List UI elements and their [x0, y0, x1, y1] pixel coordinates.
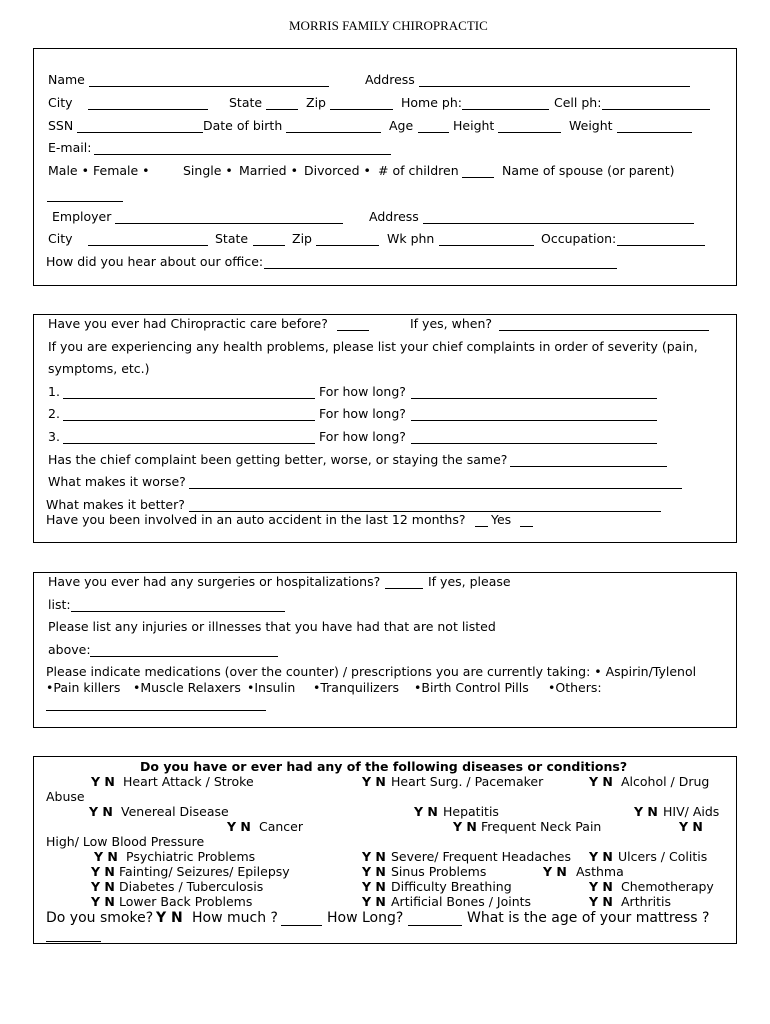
smoke-how-long-field[interactable]: [408, 925, 462, 926]
venereal-label: Venereal Disease: [121, 804, 229, 819]
complaint-3-field[interactable]: [63, 443, 315, 444]
spouse-label: Name of spouse (or parent): [502, 163, 675, 178]
dob-field[interactable]: [286, 132, 381, 133]
worse-label: What makes it worse?: [48, 474, 186, 489]
referral-label: How did you hear about our office:: [46, 254, 264, 269]
yn-arthritis[interactable]: Y N: [589, 894, 613, 909]
chiro-when-field[interactable]: [499, 330, 709, 331]
complaint-2-field[interactable]: [63, 420, 315, 421]
med-insulin[interactable]: •Insulin: [247, 680, 296, 695]
ssn-field[interactable]: [77, 132, 203, 133]
chiro-when-label: If yes, when?: [410, 316, 493, 331]
city-field[interactable]: [88, 109, 208, 110]
chemotherapy-label: Chemotherapy: [621, 879, 714, 894]
work-phone-field[interactable]: [439, 245, 534, 246]
height-field[interactable]: [498, 132, 561, 133]
ulcers-label: Ulcers / Colitis: [618, 849, 708, 864]
email-label: E-mail:: [48, 140, 92, 155]
yn-neck-pain[interactable]: Y N: [453, 819, 477, 834]
how-long-label-2: For how long?: [319, 406, 406, 421]
worse-field[interactable]: [189, 488, 682, 489]
complaint-number-2: 2.: [48, 406, 60, 421]
yn-diabetes[interactable]: Y N: [91, 879, 115, 894]
divorced-option[interactable]: Divorced •: [304, 163, 371, 178]
heart-surgery-label: Heart Surg. / Pacemaker: [391, 774, 544, 789]
blood-pressure-label: High/ Low Blood Pressure: [46, 834, 205, 849]
injuries-field[interactable]: [90, 656, 278, 657]
form-title: MORRIS FAMILY CHIROPRACTIC: [289, 18, 488, 33]
heart-attack-label: Heart Attack / Stroke: [123, 774, 254, 789]
smoke-how-long-label: How Long?: [327, 910, 404, 926]
yn-cancer[interactable]: Y N: [227, 819, 251, 834]
city-label: City: [48, 95, 73, 110]
artificial-bones-label: Artificial Bones / Joints: [391, 894, 532, 909]
yn-heart-attack[interactable]: Y N: [91, 774, 115, 789]
conditions-heading: Do you have or ever had any of the following diseases or conditions?: [140, 759, 628, 774]
injuries-question: Please list any injuries or illnesses that you have had that are not listed: [48, 619, 496, 634]
employer-city-label: City: [48, 231, 73, 246]
hiv-label: HIV/ Aids: [663, 804, 720, 819]
problems-text-2: symptoms, etc.): [48, 361, 150, 376]
complaint-1-field[interactable]: [63, 398, 315, 399]
occupation-label: Occupation:: [541, 231, 617, 246]
breathing-label: Difficulty Breathing: [391, 879, 512, 894]
how-long-3-field[interactable]: [411, 443, 657, 444]
medications-question: Please indicate medications (over the counter) / prescriptions you are currently taking: • Aspirin/Tylenol: [46, 664, 697, 679]
zip-field[interactable]: [330, 109, 393, 110]
yn-venereal[interactable]: Y N: [89, 804, 113, 819]
surgeries-question: Have you ever had any surgeries or hospitalizations?: [48, 574, 381, 589]
employer-field[interactable]: [115, 223, 343, 224]
auto-accident-yes-field[interactable]: [475, 526, 488, 527]
smoke-how-much-field[interactable]: [281, 925, 322, 926]
asthma-label: Asthma: [576, 864, 624, 879]
home-phone-label: Home ph:: [401, 95, 462, 110]
auto-accident-no-field[interactable]: [520, 526, 533, 527]
problems-text-1: If you are experiencing any health problems, please list your chief complaints in order of severity (pain,: [48, 339, 698, 354]
state-field[interactable]: [266, 109, 298, 110]
sinus-label: Sinus Problems: [391, 864, 487, 879]
mattress-age-label: What is the age of your mattress ?: [467, 910, 710, 926]
email-field[interactable]: [94, 154, 391, 155]
headaches-label: Severe/ Frequent Headaches: [391, 849, 571, 864]
yn-heart-surgery[interactable]: Y N: [362, 774, 386, 789]
auto-accident-yes-label: Yes: [491, 512, 512, 527]
cell-phone-field[interactable]: [602, 109, 710, 110]
cell-phone-label: Cell ph:: [554, 95, 602, 110]
hepatitis-label: Hepatitis: [443, 804, 499, 819]
med-others[interactable]: •Others:: [548, 680, 602, 695]
weight-field[interactable]: [617, 132, 692, 133]
yn-chemotherapy[interactable]: Y N: [589, 879, 613, 894]
spouse-field[interactable]: [47, 201, 123, 202]
address-field[interactable]: [419, 86, 690, 87]
auto-accident-question: Have you been involved in an auto accident in the last 12 months?: [46, 512, 466, 527]
yn-fainting[interactable]: Y N: [91, 864, 115, 879]
alcohol-abuse-label: Abuse: [46, 789, 85, 804]
fainting-label: Fainting/ Seizures/ Epilepsy: [119, 864, 290, 879]
yn-psychiatric[interactable]: Y N: [94, 849, 118, 864]
state-label: State: [229, 95, 263, 110]
employer-address-label: Address: [369, 209, 419, 224]
yn-sinus[interactable]: Y N: [362, 864, 386, 879]
children-field[interactable]: [462, 177, 494, 178]
lower-back-label: Lower Back Problems: [119, 894, 253, 909]
dob-label: Date of birth: [203, 118, 283, 133]
yn-lower-back[interactable]: Y N: [91, 894, 115, 909]
how-long-label-1: For how long?: [319, 384, 406, 399]
employer-state-label: State: [215, 231, 249, 246]
married-option[interactable]: Married •: [239, 163, 298, 178]
psychiatric-label: Psychiatric Problems: [126, 849, 256, 864]
yn-artificial-bones[interactable]: Y N: [362, 894, 386, 909]
employer-label: Employer: [52, 209, 112, 224]
home-phone-field[interactable]: [462, 109, 549, 110]
age-label: Age: [389, 118, 414, 133]
surgeries-field[interactable]: [385, 588, 423, 589]
complaint-trend-field[interactable]: [510, 466, 667, 467]
employer-city-field[interactable]: [88, 245, 208, 246]
med-muscle-relaxers[interactable]: •Muscle Relaxers: [133, 680, 241, 695]
employer-state-field[interactable]: [253, 245, 285, 246]
injuries-above-label: above:: [48, 642, 91, 657]
children-label: # of children: [378, 163, 459, 178]
employer-zip-field[interactable]: [316, 245, 379, 246]
address-label: Address: [365, 72, 415, 87]
how-long-label-3: For how long?: [319, 429, 406, 444]
chiro-care-question: Have you ever had Chiropractic care before?: [48, 316, 328, 331]
employer-address-field[interactable]: [423, 223, 694, 224]
yn-ulcers[interactable]: Y N: [589, 849, 613, 864]
med-birth-control[interactable]: •Birth Control Pills: [414, 680, 529, 695]
med-tranquilizers[interactable]: •Tranquilizers: [313, 680, 400, 695]
name-field[interactable]: [89, 86, 329, 87]
yn-hiv[interactable]: Y N: [634, 804, 658, 819]
ssn-label: SSN: [48, 118, 74, 133]
how-long-1-field[interactable]: [411, 398, 657, 399]
chiro-care-field[interactable]: [337, 330, 369, 331]
smoke-question: Do you smoke?: [46, 910, 154, 926]
complaint-trend-question: Has the chief complaint been getting better, worse, or staying the same?: [48, 452, 508, 467]
surgeries-ifyes-label: If yes, please: [428, 574, 511, 589]
work-phone-label: Wk phn: [387, 231, 435, 246]
yn-alcohol[interactable]: Y N: [589, 774, 613, 789]
better-label: What makes it better?: [46, 497, 185, 512]
employer-zip-label: Zip: [292, 231, 312, 246]
arthritis-label: Arthritis: [621, 894, 672, 909]
single-option[interactable]: Single •: [183, 163, 233, 178]
yn-hepatitis[interactable]: Y N: [414, 804, 438, 819]
neck-pain-label: Frequent Neck Pain: [481, 819, 602, 834]
smoke-how-much-label: How much ?: [192, 910, 278, 926]
surgeries-list-field[interactable]: [71, 611, 285, 612]
female-option[interactable]: Female •: [93, 163, 150, 178]
occupation-field[interactable]: [617, 245, 705, 246]
yn-smoke[interactable]: Y N: [156, 910, 183, 926]
male-option[interactable]: Male •: [48, 163, 89, 178]
cancer-label: Cancer: [259, 819, 304, 834]
diabetes-label: Diabetes / Tuberculosis: [119, 879, 264, 894]
surgeries-list-label: list:: [48, 597, 71, 612]
how-long-2-field[interactable]: [411, 420, 657, 421]
yn-blood-pressure[interactable]: Y N: [679, 819, 703, 834]
complaint-number-3: 3.: [48, 429, 60, 444]
yn-breathing[interactable]: Y N: [362, 879, 386, 894]
age-field[interactable]: [418, 132, 449, 133]
referral-field[interactable]: [264, 268, 617, 269]
yn-asthma[interactable]: Y N: [543, 864, 567, 879]
mattress-age-field[interactable]: [46, 941, 101, 942]
height-label: Height: [453, 118, 495, 133]
med-others-field[interactable]: [46, 710, 266, 711]
complaint-number-1: 1.: [48, 384, 60, 399]
name-label: Name: [48, 72, 85, 87]
med-pain-killers[interactable]: •Pain killers: [46, 680, 121, 695]
yn-headaches[interactable]: Y N: [362, 849, 386, 864]
history-section: [33, 572, 737, 728]
weight-label: Weight: [569, 118, 613, 133]
zip-label: Zip: [306, 95, 326, 110]
alcohol-label: Alcohol / Drug: [621, 774, 710, 789]
